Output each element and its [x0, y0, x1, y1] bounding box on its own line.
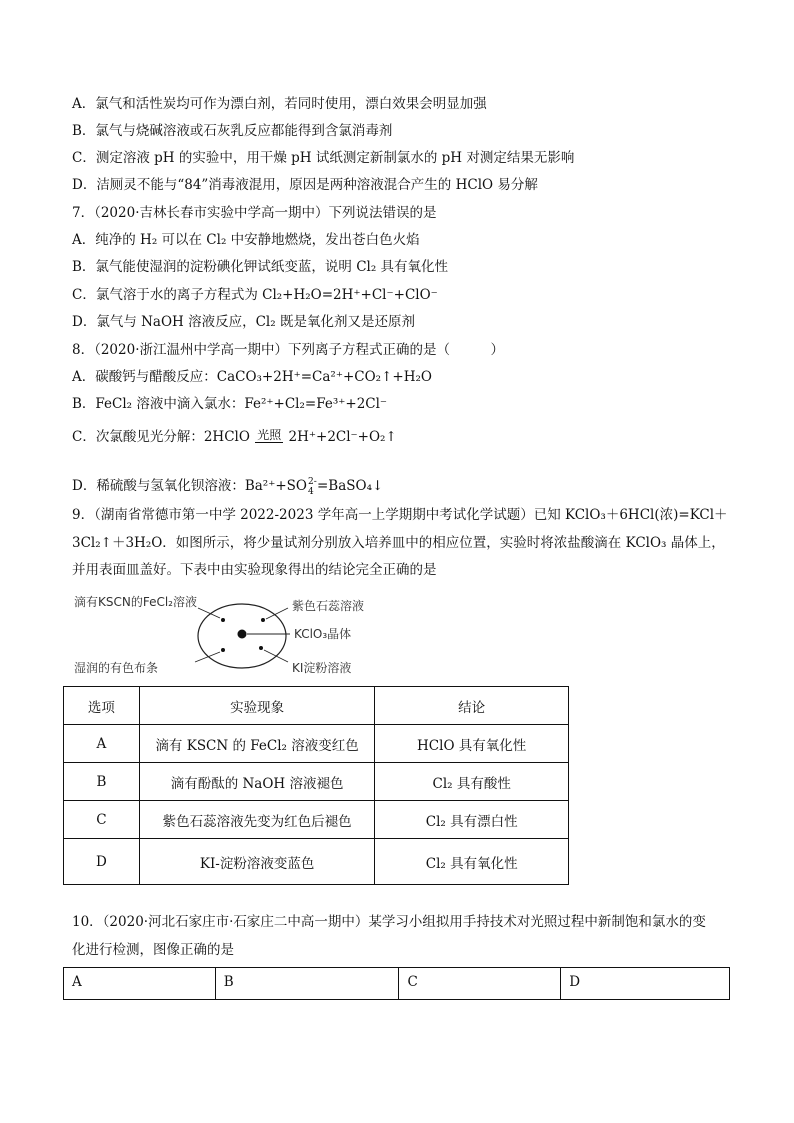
condition-light: 光照 [257, 428, 282, 442]
q10-option-d: D [561, 968, 730, 1000]
q8-stem: 8．（2020·浙江温州中学高一期中）下列离子方程式正确的是（ ） [72, 342, 504, 358]
q7-option-b: B．氯气能使湿润的淀粉碘化钾试纸变蓝，说明 Cl₂ 具有氧化性 [72, 259, 449, 275]
label-cloth: 湿润的有色布条 [74, 661, 159, 675]
q8-option-a: A．碳酸钙与醋酸反应：CaCO₃+2H⁺=Ca²⁺+CO₂↑+H₂O [72, 369, 432, 385]
litmus-dot [261, 618, 265, 622]
label-ki: KI淀粉溶液 [292, 661, 352, 675]
sulfate-charge: 2- 4 [307, 476, 317, 497]
reaction-condition [255, 428, 283, 447]
q6-option-c: C．测定溶液 pH 的实验中，用干燥 pH 试纸测定新制氯水的 pH 对测定结果无影响 [72, 150, 575, 166]
table-cell: Cl₂ 具有酸性 [375, 763, 569, 801]
q8-d-suffix: =BaSO₄↓ [316, 478, 384, 494]
header-phenomenon: 实验现象 [139, 687, 375, 725]
q7-stem: 7．（2020·吉林长春市实验中学高一期中）下列说法错误的是 [72, 205, 437, 221]
q6-option-a: A．氯气和活性炭均可作为漂白剂，若同时使用，漂白效果会明显加强 [72, 96, 487, 112]
table-row [64, 968, 730, 1000]
table-cell: C [64, 801, 140, 839]
table-cell: 紫色石蕊溶液先变为红色后褪色 [139, 801, 375, 839]
q10-stem-line1: 10．（2020·河北石家庄市·石家庄二中高一期中）某学习小组拟用手持技术对光照过程中新制饱和氯水的变 [72, 914, 706, 930]
q10-option-table [63, 967, 730, 1000]
label-litmus: 紫色石蕊溶液 [292, 599, 365, 613]
header-option: 选项 [64, 687, 140, 725]
q8-c-suffix: 2H⁺+2Cl⁻+O₂↑ [288, 429, 397, 445]
table-cell: A [64, 725, 140, 763]
table-row [64, 839, 569, 885]
table-cell: Cl₂ 具有氧化性 [375, 839, 569, 885]
q7-option-c: C．氯气溶于水的离子方程式为 Cl₂+H₂O=2H⁺+Cl⁻+ClO⁻ [72, 287, 438, 303]
table-cell: HClO 具有氧化性 [375, 725, 569, 763]
kclo3-crystal-dot [238, 630, 247, 639]
table-cell: D [64, 839, 140, 885]
table-cell: 滴有 KSCN 的 FeCl₂ 溶液变红色 [139, 725, 375, 763]
petri-dish-diagram [70, 592, 390, 676]
table-row [64, 725, 569, 763]
q7-option-a: A．纯净的 H₂ 可以在 Cl₂ 中安静地燃烧，发出苍白色火焰 [72, 232, 420, 248]
q9-table [63, 686, 569, 885]
q8-option-c [72, 428, 397, 447]
table-cell: KI-淀粉溶液变蓝色 [139, 839, 375, 885]
table-row [64, 801, 569, 839]
table-header-row [64, 687, 569, 725]
table-row [64, 763, 569, 801]
q9-stem-line2: 3Cl₂↑＋3H₂O．如图所示，将少量试剂分别放入培养皿中的相应位置，实验时将浓盐酸滴在 KClO₃ 晶体上， [72, 535, 725, 551]
q10-option-c: C [399, 968, 561, 1000]
label-fecl2: 滴有KSCN的FeCl₂溶液 [74, 595, 197, 609]
cloth-dot [221, 648, 225, 652]
q9-stem-line1: 9．（湖南省常德市第一中学 2022-2023 学年高一上学期期中考试化学试题）已知 KClO₃＋6HCl(浓)=KCl＋ [72, 507, 728, 523]
q9-stem-line3: 并用表面皿盖好。下表中由实验现象得出的结论完全正确的是 [72, 562, 437, 578]
table-cell: B [64, 763, 140, 801]
q6-option-b: B．氯气与烧碱溶液或石灰乳反应都能得到含氯消毒剂 [72, 123, 393, 139]
header-conclusion: 结论 [375, 687, 569, 725]
q8-d-prefix: D．稀硫酸与氢氧化钡溶液：Ba²⁺+SO [72, 478, 307, 494]
q10-option-b: B [215, 968, 399, 1000]
ki-dot [259, 646, 263, 650]
q10-stem-line2: 化进行检测，图像正确的是 [72, 942, 234, 958]
fecl2-dot [221, 618, 225, 622]
label-kclo3: KClO₃晶体 [294, 627, 352, 641]
q8-option-d [72, 477, 383, 495]
table-cell: Cl₂ 具有漂白性 [375, 801, 569, 839]
q8-option-b: B．FeCl₂ 溶液中滴入氯水：Fe²⁺+Cl₂=Fe³⁺+2Cl⁻ [72, 396, 388, 412]
q6-option-d: D．洁厕灵不能与“84”消毒液混用，原因是两种溶液混合产生的 HClO 易分解 [72, 177, 538, 193]
q7-option-d: D．氯气与 NaOH 溶液反应，Cl₂ 既是氧化剂又是还原剂 [72, 314, 415, 330]
q10-option-a: A [64, 968, 216, 1000]
q8-c-prefix: C．次氯酸见光分解：2HClO [72, 429, 250, 445]
table-cell: 滴有酚酞的 NaOH 溶液褪色 [139, 763, 375, 801]
